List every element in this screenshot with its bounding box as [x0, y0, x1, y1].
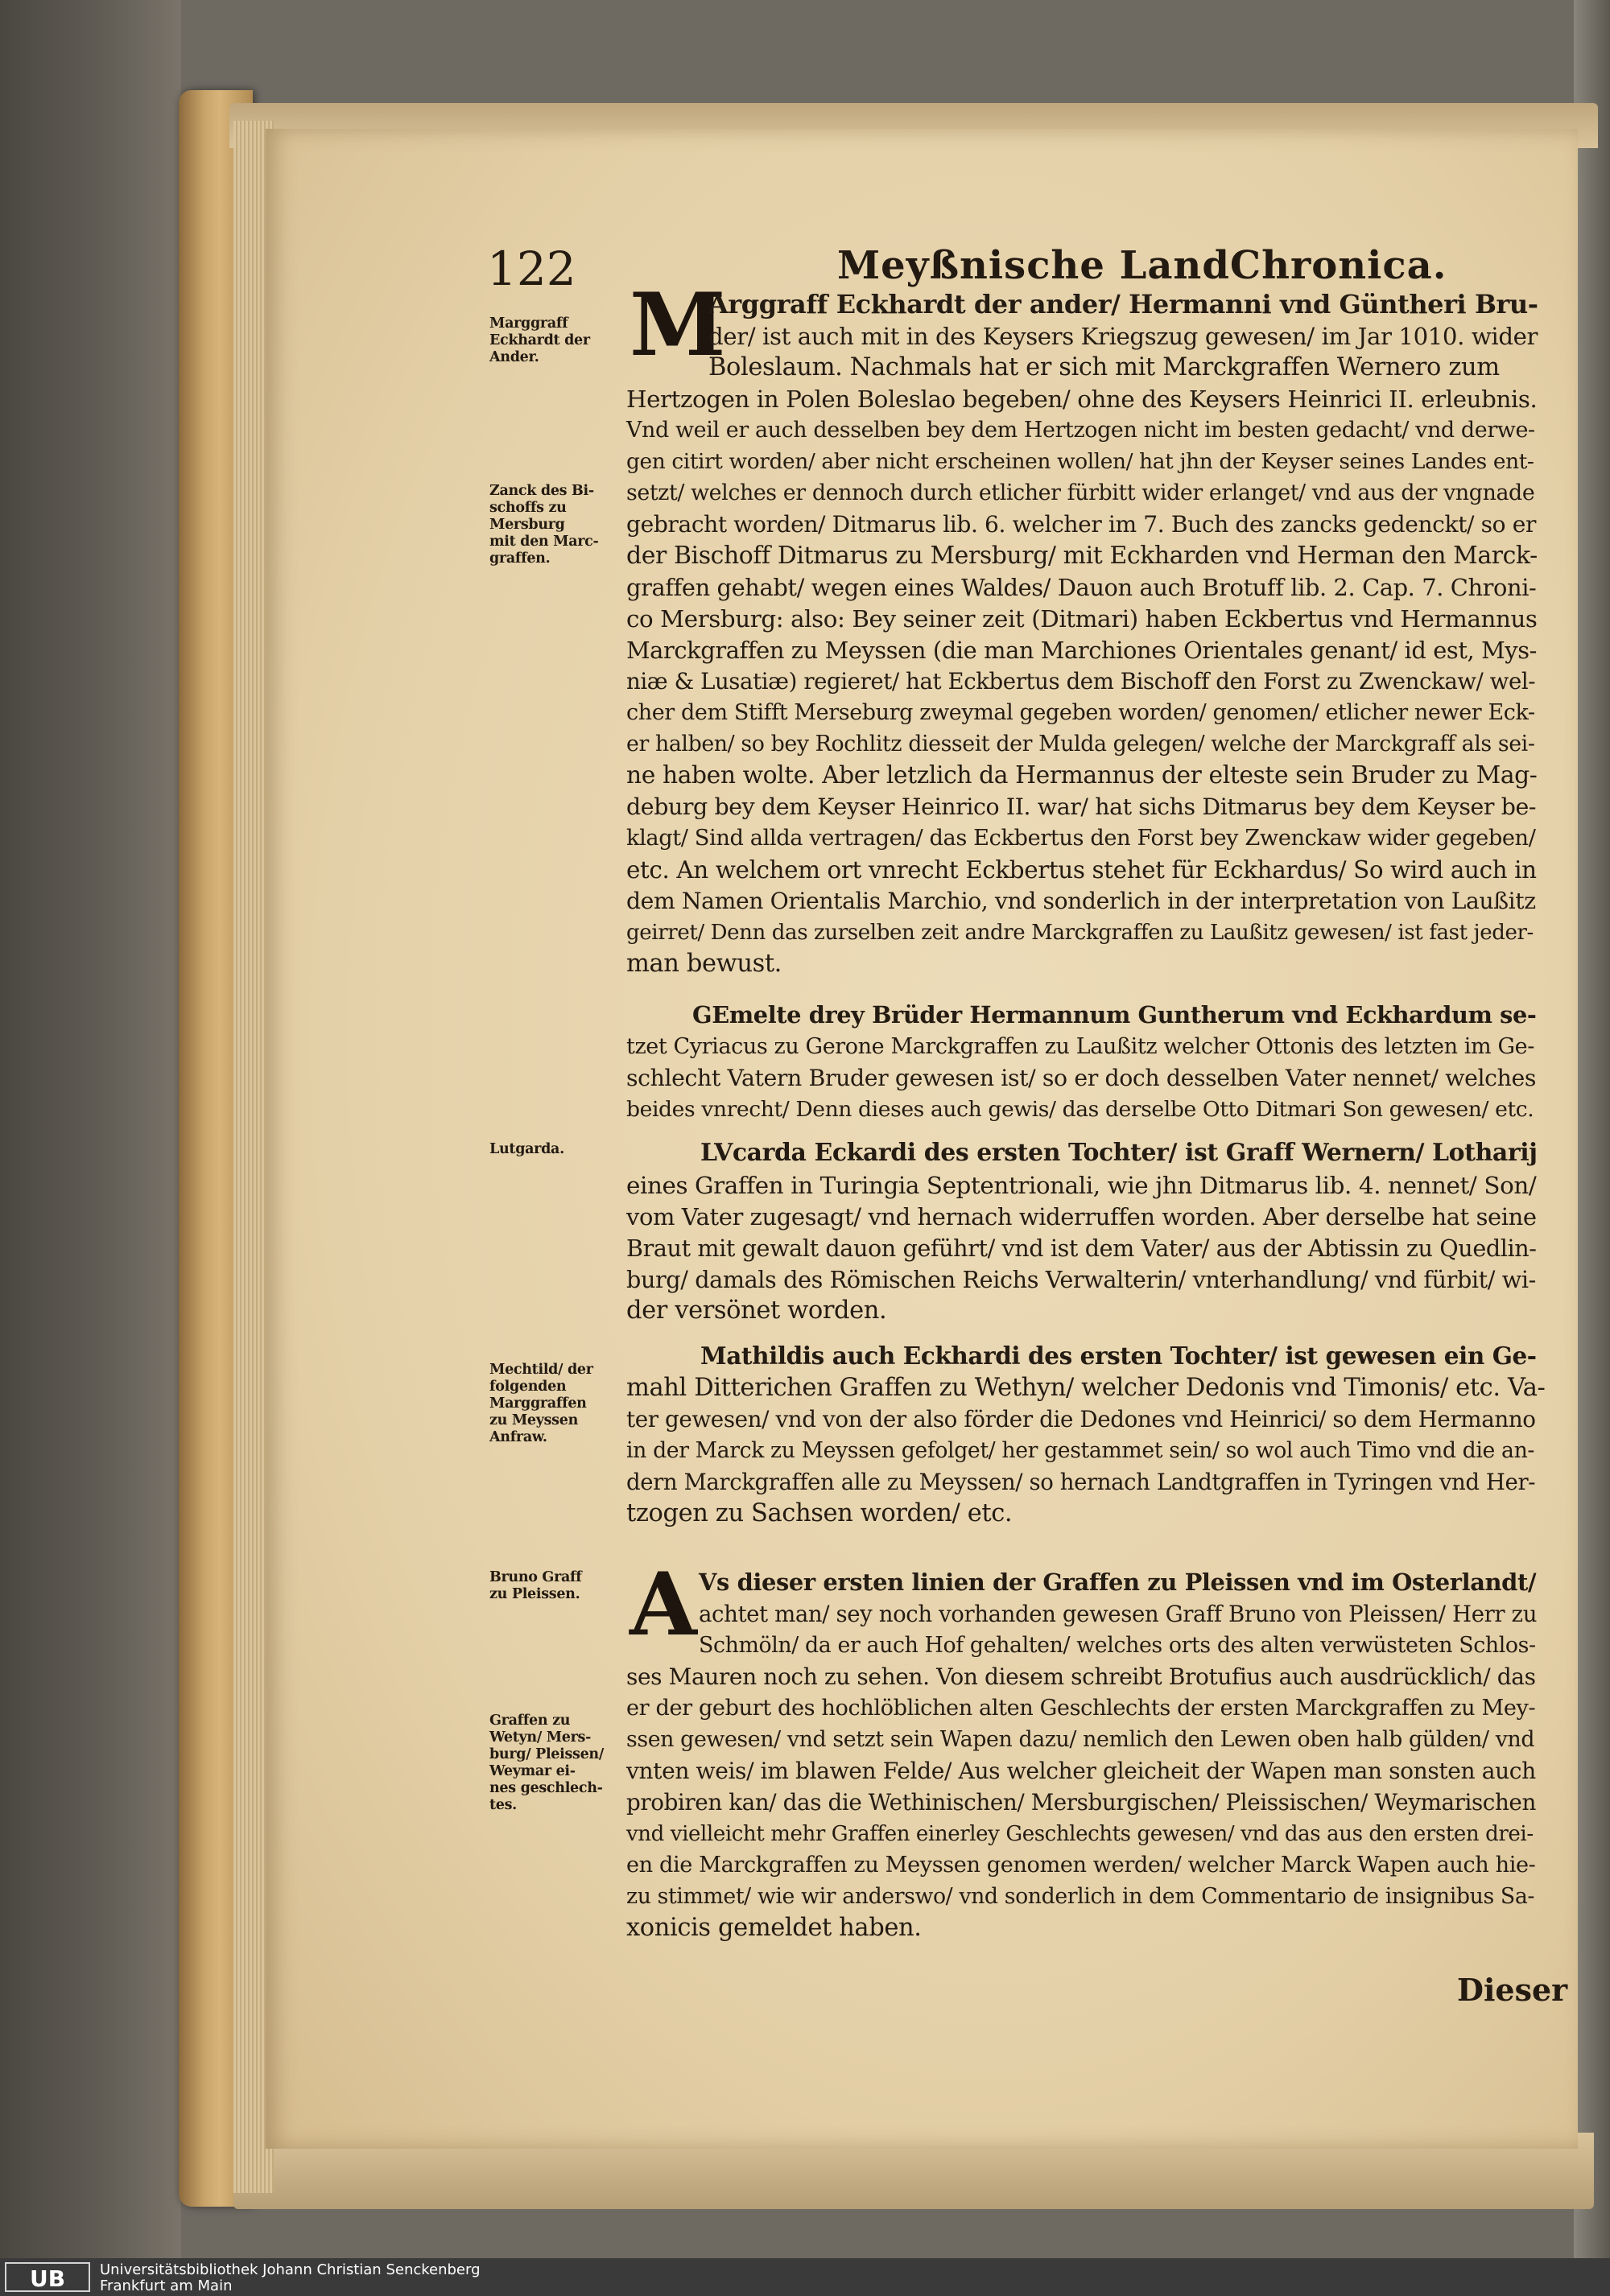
- page-number: 122: [487, 241, 576, 296]
- text-line: der/ ist auch mit in des Keysers Kriegszug gewesen/ im Jar 1010. wider: [708, 323, 1538, 350]
- running-title: Meyßnische LandChronica.: [837, 243, 1447, 288]
- margin-note-line: Anfraw.: [489, 1429, 547, 1445]
- margin-note-line: Mechtild/ der: [489, 1362, 593, 1378]
- margin-note-lutgarda: [489, 1141, 628, 1158]
- text-line: Vs dieser ersten linien der Graffen zu Pleissen vnd im Osterlandt/: [699, 1568, 1537, 1596]
- text-line: er der geburt des hochlöblichen alten Geschlechts der ersten Marckgraffen zu Mey-: [626, 1696, 1536, 1721]
- text-line: eines Graffen in Turingia Septentrionali, wie jhn Ditmarus lib. 4. nennet/ Son/: [626, 1172, 1537, 1199]
- margin-note-line: Zanck des Bi-: [489, 483, 594, 499]
- text-line: LVcarda Eckardi des ersten Tochter/ ist Graff Wernern/ Lotharij: [700, 1139, 1538, 1167]
- text-line: niæ & Lusatiæ) regieret/ hat Eckbertus dem Bischoff den Forst zu Zwenckaw/ wel-: [626, 669, 1536, 695]
- text-line: in der Marck zu Meyssen gefolget/ her gestammet sein/ so wol auch Timo vnd die an-: [626, 1438, 1535, 1463]
- text-line: dem Namen Orientalis Marchio, vnd sonderlich in der interpretation von Laußitz: [626, 888, 1536, 914]
- text-line: tzogen zu Sachsen worden/ etc.: [626, 1499, 1013, 1527]
- text-line: vom Vater zugesagt/ vnd hernach widerruffen worden. Aber derselbe hat seine: [626, 1203, 1537, 1230]
- institution-name: Universitätsbibliothek Johann Christian Senckenberg: [100, 2261, 481, 2278]
- margin-note-line: Marggraffen: [489, 1395, 587, 1412]
- text-line: schlecht Vatern Bruder gewesen ist/ so er doch desselben Vater nennet/ welches: [626, 1065, 1537, 1091]
- margin-note-line: mit den Marc-: [489, 534, 599, 550]
- ub-logo-icon: UB: [5, 2262, 90, 2292]
- text-line: der versönet worden.: [626, 1296, 887, 1325]
- margin-note-zanck: [489, 483, 628, 567]
- text-line: etc. An welchem ort vnrecht Eckbertus stehet für Eckhardus/ So wird auch in: [626, 856, 1537, 884]
- text-line: setzt/ welches er dennoch durch etlicher fürbitt wider erlanget/ vnd aus der vngnade: [626, 480, 1535, 505]
- text-line: man bewust.: [626, 950, 782, 978]
- text-line: GEmelte drey Brüder Hermannum Guntherum vnd Eckhardum se-: [692, 1001, 1537, 1028]
- margin-note-line: nes geschlech-: [489, 1780, 603, 1796]
- text-line: deburg bey dem Keyser Heinrico II. war/ hat sichs Ditmarus bey dem Keyser be-: [626, 794, 1537, 820]
- text-line: ne haben wolte. Aber letzlich da Hermannus der elteste sein Bruder zu Mag-: [626, 761, 1538, 789]
- text-line: xonicis gemeldet haben.: [626, 1914, 922, 1942]
- margin-note-line: Marggraff: [489, 315, 568, 332]
- text-line: er halben/ so bey Rochlitz diesseit der Mulda gelegen/ welche der Marckgraff als sei-: [626, 732, 1535, 756]
- text-line: achtet man/ sey noch vorhanden gewesen Graff Bruno von Pleissen/ Herr zu: [699, 1601, 1538, 1627]
- margin-note-line: tes.: [489, 1797, 517, 1813]
- text-line: graffen gehabt/ wegen eines Waldes/ Dauon auch Brotuff lib. 2. Cap. 7. Chroni-: [626, 574, 1537, 601]
- text-line: beides vnrecht/ Denn dieses auch gewis/ das derselbe Otto Ditmari Son gewesen/ etc.: [626, 1097, 1534, 1122]
- margin-note-line: burg/ Pleissen/: [489, 1746, 604, 1762]
- margin-note-mechtild: [489, 1362, 628, 1446]
- text-line: dern Marckgraffen alle zu Meyssen/ so hernach Landtgraffen in Tyringen vnd Her-: [626, 1470, 1536, 1495]
- text-line: Hertzogen in Polen Boleslao begeben/ ohne des Keysers Heinrici II. erleubnis.: [626, 385, 1538, 413]
- text-line: burg/ damals des Römischen Reichs Verwalterin/ vnterhandlung/ vnd fürbit/ wi-: [626, 1266, 1536, 1293]
- text-line: klagt/ Sind allda vertragen/ das Eckbertus den Forst bey Zwenckaw wider gegeben/: [626, 826, 1536, 851]
- margin-note-line: zu Pleissen.: [489, 1586, 580, 1602]
- margin-note-line: Ander.: [489, 349, 539, 365]
- initial-m: M: [630, 274, 726, 376]
- institution-city: Frankfurt am Main: [100, 2277, 233, 2294]
- margin-note-eckhardt: [489, 315, 628, 366]
- margin-note-line: zu Meyssen: [489, 1412, 578, 1428]
- text-line: vnd vielleicht mehr Graffen einerley Geschlechts gewesen/ vnd das aus den ersten drei-: [626, 1822, 1534, 1846]
- margin-note-line: Graffen zu: [489, 1713, 571, 1729]
- text-line: geirret/ Denn das zurselben zeit andre Marckgraffen zu Laußitz gewesen/ ist fast jeder-: [626, 921, 1534, 945]
- text-line: gen citirt worden/ aber nicht erscheinen wollen/ hat jhn der Keyser seines Landes ent-: [626, 449, 1534, 474]
- text-line: en die Marckgraffen zu Meyssen genomen werden/ welcher Marck Wapen auch hie-: [626, 1853, 1536, 1878]
- text-line: Arggraff Eckhardt der ander/ Hermanni vnd Güntheri Bru-: [708, 289, 1538, 319]
- scanner-background-left: [0, 0, 181, 2296]
- margin-note-bruno: [489, 1569, 628, 1603]
- margin-note-line: Mersburg: [489, 517, 565, 533]
- text-line: mahl Ditterichen Graffen zu Wethyn/ welcher Dedonis vnd Timonis/ etc. Va-: [626, 1374, 1546, 1402]
- text-line: der Bischoff Ditmarus zu Mersburg/ mit Eckharden vnd Herman den Marck-: [626, 542, 1538, 570]
- text-line: Boleslaum. Nachmals hat er sich mit Marckgraffen Wernero zum: [708, 353, 1500, 381]
- margin-note-line: Eckhardt der: [489, 332, 590, 348]
- text-line: vnten weis/ im blawen Felde/ Aus welcher gleicheit der Wapen man sonsten auch: [626, 1758, 1536, 1784]
- text-line: zu stimmet/ wie wir anderswo/ vnd sonderlich in dem Commentario de insignibus Sa-: [626, 1884, 1535, 1909]
- text-line: Mathildis auch Eckhardi des ersten Tochter/ ist gewesen ein Ge-: [700, 1342, 1537, 1370]
- margin-note-line: graffen.: [489, 550, 551, 567]
- margin-note-line: folgenden: [489, 1379, 567, 1395]
- text-line: gebracht worden/ Ditmarus lib. 6. welcher im 7. Buch des zancks gedenckt/ so er: [626, 511, 1536, 538]
- text-line: ter gewesen/ vnd von der also förder die Dedones vnd Heinrici/ so dem Hermanno: [626, 1406, 1536, 1432]
- margin-note-line: schoffs zu: [489, 500, 567, 516]
- text-line: co Mersburg: also: Bey seiner zeit (Ditmari) haben Eckbertus vnd Hermannus: [626, 605, 1538, 633]
- text-line: ses Mauren noch zu sehen. Von diesem schreibt Brotufius auch ausdrücklich/ das: [626, 1663, 1536, 1690]
- margin-note-graffen-wetyn: [489, 1713, 628, 1814]
- margin-note-line: Bruno Graff: [489, 1569, 582, 1585]
- text-line: Marckgraffen zu Meyssen (die man Marchiones Orientales genant/ id est, Mys-: [626, 637, 1537, 664]
- text-line: cher dem Stifft Merseburg zweymal gegeben worden/ genomen/ etlicher newer Eck-: [626, 700, 1535, 725]
- initial-a: A: [630, 1554, 697, 1655]
- margin-note-line: Weymar ei-: [489, 1763, 576, 1779]
- text-line: probiren kan/ das die Wethinischen/ Mersburgischen/ Pleissischen/ Weymarischen: [626, 1789, 1536, 1816]
- scanner-background-right: [1574, 0, 1610, 2296]
- margin-note-line: Lutgarda.: [489, 1141, 564, 1157]
- text-line: Schmöln/ da er auch Hof gehalten/ welches orts des alten verwüsteten Schlos-: [699, 1633, 1536, 1658]
- catchword: Dieser: [1457, 1972, 1568, 2008]
- text-line: Vnd weil er auch desselben bey dem Hertzogen nicht im besten gedacht/ vnd derwe-: [626, 418, 1535, 443]
- text-line: tzet Cyriacus zu Gerone Marckgraffen zu Laußitz welcher Ottonis des letzten im Ge-: [626, 1034, 1534, 1059]
- text-line: ssen gewesen/ vnd setzt sein Wapen dazu/ nemlich den Lewen oben halb gülden/ vnd: [626, 1727, 1535, 1752]
- margin-note-line: Wetyn/ Mers-: [489, 1729, 592, 1746]
- text-line: Braut mit gewalt dauon geführt/ vnd ist dem Vater/ aus der Abtissin zu Quedlin-: [626, 1235, 1537, 1262]
